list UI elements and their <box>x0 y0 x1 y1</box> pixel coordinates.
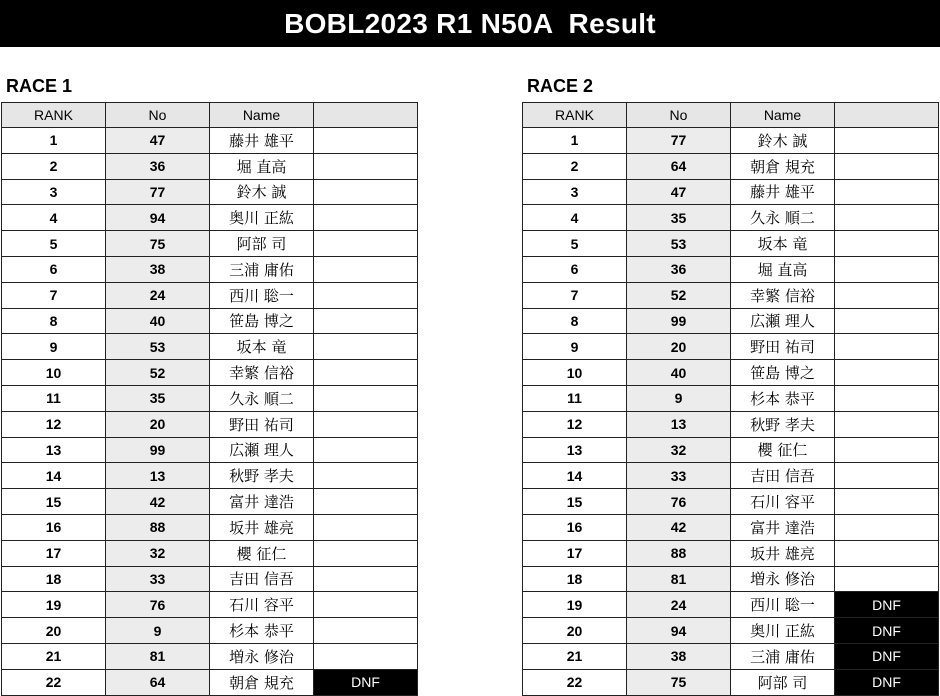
number-cell: 81 <box>106 643 210 669</box>
rank-cell: 15 <box>2 489 106 515</box>
race1-table-body <box>2 128 418 696</box>
name-cell: 笹島 博之 <box>210 308 314 334</box>
table-row <box>523 411 939 437</box>
name-cell: 藤井 雄平 <box>210 128 314 154</box>
number-cell: 47 <box>627 179 731 205</box>
table-row <box>523 231 939 257</box>
number-cell: 38 <box>106 256 210 282</box>
race2-table-body <box>523 128 939 696</box>
table-row <box>523 153 939 179</box>
note-cell <box>314 360 418 386</box>
rank-cell: 18 <box>2 566 106 592</box>
race2-label: RACE 2 <box>527 76 594 96</box>
note-header <box>835 103 939 128</box>
number-cell: 76 <box>627 489 731 515</box>
rank-cell: 1 <box>523 128 627 154</box>
rank-cell: 5 <box>2 231 106 257</box>
number-cell: 13 <box>627 411 731 437</box>
name-cell: 三浦 庸佑 <box>731 643 835 669</box>
rank-cell: 3 <box>523 179 627 205</box>
rank-cell: 9 <box>523 334 627 360</box>
name-cell: 堀 直高 <box>210 153 314 179</box>
number-cell: 24 <box>106 282 210 308</box>
table-row <box>2 463 418 489</box>
note-cell <box>835 334 939 360</box>
rank-cell: 14 <box>523 463 627 489</box>
table-row <box>2 669 418 695</box>
name-cell: 杉本 恭平 <box>210 618 314 644</box>
number-cell: 35 <box>627 205 731 231</box>
rank-cell: 19 <box>523 592 627 618</box>
rank-cell: 4 <box>523 205 627 231</box>
number-cell: 52 <box>106 360 210 386</box>
note-cell <box>314 153 418 179</box>
dnf-badge: DNF <box>835 643 939 669</box>
rank-cell: 15 <box>523 489 627 515</box>
note-cell <box>835 256 939 282</box>
note-cell <box>314 282 418 308</box>
header-row <box>523 103 939 128</box>
number-cell: 75 <box>627 669 731 695</box>
number-cell: 40 <box>627 360 731 386</box>
note-cell <box>314 128 418 154</box>
name-cell: 阿部 司 <box>210 231 314 257</box>
rank-cell: 16 <box>2 514 106 540</box>
name-cell: 鈴木 誠 <box>210 179 314 205</box>
rank-cell: 22 <box>523 669 627 695</box>
table-row <box>523 437 939 463</box>
note-cell <box>314 514 418 540</box>
table-row <box>523 128 939 154</box>
name-cell: 朝倉 規充 <box>210 669 314 695</box>
number-cell: 81 <box>627 566 731 592</box>
name-cell: 藤井 雄平 <box>731 179 835 205</box>
note-cell <box>314 179 418 205</box>
rank-cell: 10 <box>523 360 627 386</box>
table-row <box>523 334 939 360</box>
rank-header: RANK <box>523 103 627 128</box>
table-row <box>523 592 939 618</box>
name-cell: 広瀬 理人 <box>210 437 314 463</box>
name-cell: 石川 容平 <box>731 489 835 515</box>
number-cell: 64 <box>627 153 731 179</box>
number-cell: 32 <box>627 437 731 463</box>
note-cell <box>835 463 939 489</box>
name-cell: 朝倉 規充 <box>731 153 835 179</box>
note-cell <box>314 231 418 257</box>
rank-cell: 8 <box>2 308 106 334</box>
table-row <box>523 385 939 411</box>
name-cell: 秋野 孝夫 <box>731 411 835 437</box>
table-row <box>2 489 418 515</box>
rank-header: RANK <box>2 103 106 128</box>
number-cell: 99 <box>627 308 731 334</box>
dnf-badge: DNF <box>835 592 939 618</box>
rank-cell: 11 <box>523 385 627 411</box>
table-row <box>2 385 418 411</box>
note-cell <box>835 231 939 257</box>
rank-cell: 4 <box>2 205 106 231</box>
rank-cell: 17 <box>523 540 627 566</box>
table-row <box>2 334 418 360</box>
table-row <box>2 231 418 257</box>
note-cell <box>314 566 418 592</box>
name-cell: 野田 祐司 <box>210 411 314 437</box>
rank-cell: 8 <box>523 308 627 334</box>
table-row <box>2 411 418 437</box>
note-cell <box>314 592 418 618</box>
number-cell: 20 <box>627 334 731 360</box>
rank-cell: 18 <box>523 566 627 592</box>
table-row <box>2 566 418 592</box>
name-header: Name <box>731 103 835 128</box>
note-cell <box>314 643 418 669</box>
rank-cell: 12 <box>523 411 627 437</box>
table-row <box>523 360 939 386</box>
name-cell: 吉田 信吾 <box>731 463 835 489</box>
table-row <box>2 308 418 334</box>
name-cell: 石川 容平 <box>210 592 314 618</box>
table-row <box>2 153 418 179</box>
name-cell: 坂井 雄亮 <box>210 514 314 540</box>
number-cell: 88 <box>627 540 731 566</box>
note-cell <box>314 463 418 489</box>
table-row <box>523 308 939 334</box>
name-cell: 幸繁 信裕 <box>210 360 314 386</box>
number-cell: 33 <box>627 463 731 489</box>
table-row <box>2 437 418 463</box>
name-cell: 三浦 庸佑 <box>210 256 314 282</box>
note-cell <box>835 514 939 540</box>
name-cell: 坂本 竜 <box>210 334 314 360</box>
note-cell <box>314 540 418 566</box>
name-cell: 堀 直高 <box>731 256 835 282</box>
number-cell: 94 <box>627 618 731 644</box>
rank-cell: 11 <box>2 385 106 411</box>
rank-cell: 20 <box>2 618 106 644</box>
note-cell <box>835 489 939 515</box>
rank-cell: 6 <box>523 256 627 282</box>
number-cell: 52 <box>627 282 731 308</box>
table-row <box>523 566 939 592</box>
note-cell <box>835 308 939 334</box>
rank-cell: 21 <box>2 643 106 669</box>
table-row <box>523 282 939 308</box>
note-cell <box>835 566 939 592</box>
number-cell: 99 <box>106 437 210 463</box>
rank-cell: 10 <box>2 360 106 386</box>
race1-results-table <box>1 102 418 696</box>
rank-cell: 9 <box>2 334 106 360</box>
rank-cell: 7 <box>2 282 106 308</box>
name-cell: 櫻 征仁 <box>731 437 835 463</box>
rank-cell: 13 <box>2 437 106 463</box>
dnf-badge: DNF <box>835 669 939 695</box>
note-cell <box>314 489 418 515</box>
name-cell: 富井 達浩 <box>731 514 835 540</box>
table-row <box>523 179 939 205</box>
number-cell: 36 <box>627 256 731 282</box>
table-row <box>2 643 418 669</box>
name-cell: 杉本 恭平 <box>731 385 835 411</box>
table-row <box>2 618 418 644</box>
name-header: Name <box>210 103 314 128</box>
name-cell: 奥川 正紘 <box>210 205 314 231</box>
rank-cell: 17 <box>2 540 106 566</box>
rank-cell: 16 <box>523 514 627 540</box>
name-cell: 幸繁 信裕 <box>731 282 835 308</box>
number-cell: 38 <box>627 643 731 669</box>
table-row <box>2 514 418 540</box>
number-cell: 32 <box>106 540 210 566</box>
name-cell: 西川 聡一 <box>210 282 314 308</box>
dnf-badge: DNF <box>835 618 939 644</box>
note-cell <box>835 540 939 566</box>
number-cell: 53 <box>627 231 731 257</box>
table-row <box>523 463 939 489</box>
number-cell: 75 <box>106 231 210 257</box>
name-cell: 西川 聡一 <box>731 592 835 618</box>
number-cell: 13 <box>106 463 210 489</box>
table-row <box>2 179 418 205</box>
rank-cell: 2 <box>523 153 627 179</box>
number-cell: 77 <box>106 179 210 205</box>
number-cell: 76 <box>106 592 210 618</box>
dnf-badge: DNF <box>314 669 418 695</box>
note-cell <box>835 205 939 231</box>
page-title: BOBL2023 R1 N50A Result <box>284 7 656 39</box>
rank-cell: 7 <box>523 282 627 308</box>
name-cell: 吉田 信吾 <box>210 566 314 592</box>
table-row <box>2 592 418 618</box>
table-row <box>523 540 939 566</box>
note-cell <box>835 360 939 386</box>
rank-cell: 6 <box>2 256 106 282</box>
number-cell: 42 <box>106 489 210 515</box>
name-cell: 櫻 征仁 <box>210 540 314 566</box>
number-cell: 47 <box>106 128 210 154</box>
name-cell: 増永 修治 <box>731 566 835 592</box>
name-cell: 富井 達浩 <box>210 489 314 515</box>
name-cell: 久永 順二 <box>210 385 314 411</box>
note-cell <box>835 153 939 179</box>
race1-label: RACE 1 <box>6 76 73 96</box>
note-cell <box>835 385 939 411</box>
rank-cell: 13 <box>523 437 627 463</box>
number-cell: 94 <box>106 205 210 231</box>
number-cell: 64 <box>106 669 210 695</box>
title-bar <box>0 0 940 47</box>
note-cell <box>835 437 939 463</box>
note-cell <box>835 411 939 437</box>
table-row <box>2 256 418 282</box>
table-row <box>2 205 418 231</box>
name-cell: 秋野 孝夫 <box>210 463 314 489</box>
no-header: No <box>627 103 731 128</box>
number-cell: 33 <box>106 566 210 592</box>
note-cell <box>314 411 418 437</box>
note-cell <box>835 282 939 308</box>
rank-cell: 22 <box>2 669 106 695</box>
rank-cell: 19 <box>2 592 106 618</box>
table-row <box>523 256 939 282</box>
note-cell <box>314 437 418 463</box>
table-row <box>523 618 939 644</box>
table-row <box>523 205 939 231</box>
table-row <box>2 360 418 386</box>
name-cell: 久永 順二 <box>731 205 835 231</box>
table-row <box>2 540 418 566</box>
rank-cell: 12 <box>2 411 106 437</box>
number-cell: 77 <box>627 128 731 154</box>
header-row <box>2 103 418 128</box>
name-cell: 坂井 雄亮 <box>731 540 835 566</box>
number-cell: 36 <box>106 153 210 179</box>
name-cell: 野田 祐司 <box>731 334 835 360</box>
number-cell: 40 <box>106 308 210 334</box>
rank-cell: 1 <box>2 128 106 154</box>
rank-cell: 3 <box>2 179 106 205</box>
rank-cell: 2 <box>2 153 106 179</box>
table-row <box>523 489 939 515</box>
number-cell: 9 <box>106 618 210 644</box>
table-row <box>2 128 418 154</box>
note-cell <box>314 308 418 334</box>
note-header <box>314 103 418 128</box>
name-cell: 坂本 竜 <box>731 231 835 257</box>
name-cell: 笹島 博之 <box>731 360 835 386</box>
note-cell <box>314 385 418 411</box>
table-row <box>523 643 939 669</box>
note-cell <box>314 256 418 282</box>
number-cell: 9 <box>627 385 731 411</box>
number-cell: 20 <box>106 411 210 437</box>
note-cell <box>835 179 939 205</box>
no-header: No <box>106 103 210 128</box>
race2-results-table <box>522 102 939 696</box>
table-row <box>523 669 939 695</box>
rank-cell: 14 <box>2 463 106 489</box>
name-cell: 広瀬 理人 <box>731 308 835 334</box>
note-cell <box>835 128 939 154</box>
name-cell: 鈴木 誠 <box>731 128 835 154</box>
rank-cell: 20 <box>523 618 627 644</box>
name-cell: 阿部 司 <box>731 669 835 695</box>
table-row <box>2 282 418 308</box>
number-cell: 35 <box>106 385 210 411</box>
note-cell <box>314 205 418 231</box>
number-cell: 53 <box>106 334 210 360</box>
name-cell: 奥川 正紘 <box>731 618 835 644</box>
number-cell: 88 <box>106 514 210 540</box>
table-row <box>523 514 939 540</box>
number-cell: 42 <box>627 514 731 540</box>
note-cell <box>314 334 418 360</box>
note-cell <box>314 618 418 644</box>
rank-cell: 5 <box>523 231 627 257</box>
rank-cell: 21 <box>523 643 627 669</box>
number-cell: 24 <box>627 592 731 618</box>
name-cell: 増永 修治 <box>210 643 314 669</box>
